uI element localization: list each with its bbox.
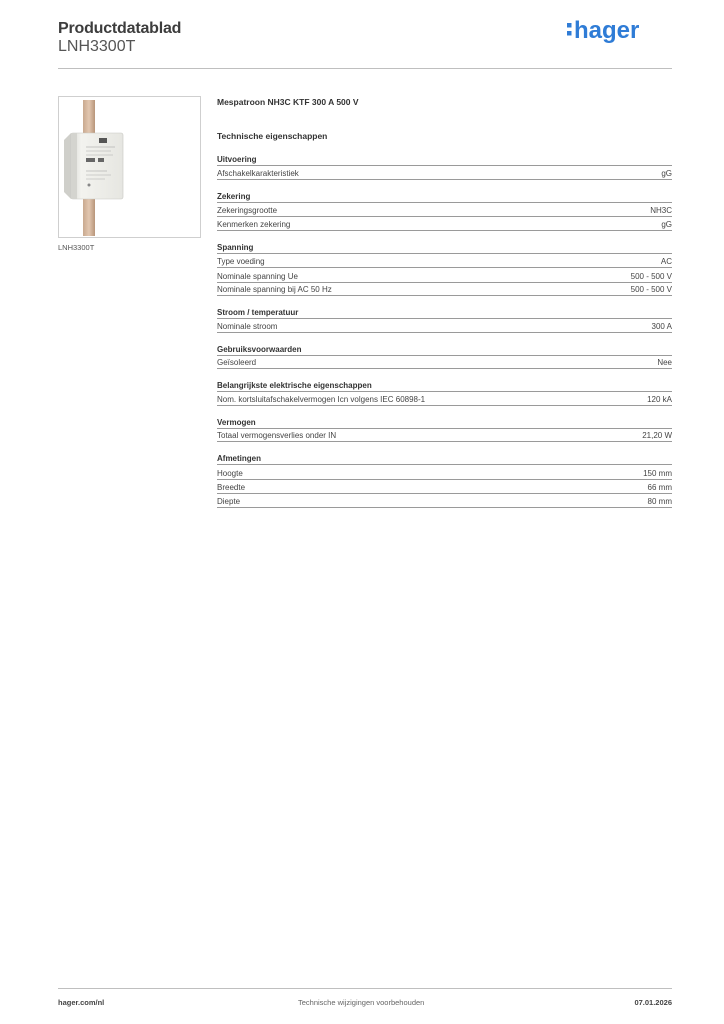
page-title: Productdatablad [58,20,182,37]
spec-value: AC [660,257,672,266]
spec-label: Breedte [217,483,246,492]
spec-row [217,493,672,508]
spec-group-title: Vermogen [217,417,256,427]
spec-value: 500 - 500 V [630,285,672,294]
spec-group-title: Afmetingen [217,454,261,463]
spec-label: Nom. kortsluitafschakelvermogen Icn volgens IEC 60898-1 [217,394,426,404]
spec-row [217,464,672,479]
spec-value: 150 mm [643,468,672,478]
spec-group-title: Gebruiksvoorwaarden [217,344,302,354]
spec-group [217,381,672,406]
spec-group [217,243,672,297]
spec-label: Diepte [217,496,241,506]
spec-row [217,282,672,297]
spec-value: 80 mm [647,496,672,506]
section-heading: Technische eigenschappen [217,131,328,141]
spec-label: Nominale spanning bij AC 50 Hz [217,285,332,294]
spec-value: 21,20 W [642,431,672,440]
spec-value: gG [661,219,672,229]
spec-group [217,308,672,333]
spec-row [217,391,672,406]
spec-group-title: Zekering [217,191,251,201]
spec-label: Afschakelkarakteristiek [217,168,299,178]
spec-row [217,216,672,231]
spec-group [217,454,672,508]
product-code: LNH3300T [58,38,136,55]
footer-website: hager.com/nl [58,998,105,1007]
spec-label: Totaal vermogensverlies onder IN [217,431,337,440]
spec-row [217,165,672,180]
spec-label: Geïsoleerd [217,358,257,367]
spec-label: Nominale stroom [217,321,278,331]
spec-row [217,355,672,370]
spec-group-title: Spanning [217,242,254,252]
spec-row [217,479,672,494]
spec-value: 120 kA [647,394,672,404]
fuse-product-image [58,96,201,238]
spec-main [217,96,672,508]
spec-group [217,418,672,443]
spec-label: Kenmerken zekering [217,219,291,229]
footer-date: 07.01.2026 [634,998,672,1007]
spec-label: Hoogte [217,468,243,478]
spec-row [217,267,672,282]
spec-row [217,318,672,333]
image-caption: LNH3300T [58,243,95,252]
spec-value: 300 A [651,321,672,331]
spec-group-title: Belangrijkste elektrische eigenschappen [217,381,372,390]
hager-logo [566,14,658,48]
product-name: Mespatroon NH3C KTF 300 A 500 V [217,97,359,107]
spec-value: 66 mm [647,483,672,492]
spec-label: Zekeringsgrootte [217,206,278,215]
spec-value: Nee [657,358,672,367]
spec-label: Nominale spanning Ue [217,271,298,281]
spec-groups [217,155,672,508]
spec-group-title: Uitvoering [217,155,257,164]
spec-row [217,253,672,268]
spec-group-title: Stroom / temperatuur [217,308,299,317]
footer-notice: Technische wijzigingen voorbehouden [298,998,425,1007]
spec-group [217,155,672,180]
footer-divider [58,988,672,989]
spec-group [217,192,672,231]
spec-group [217,345,672,370]
spec-label: Type voeding [217,257,265,266]
spec-value: gG [661,168,672,178]
spec-row [217,202,672,217]
spec-row [217,428,672,443]
spec-value: 500 - 500 V [630,271,672,281]
spec-value: NH3C [650,206,672,215]
brand-wordmark: hager [574,17,640,44]
header-divider [58,68,672,69]
